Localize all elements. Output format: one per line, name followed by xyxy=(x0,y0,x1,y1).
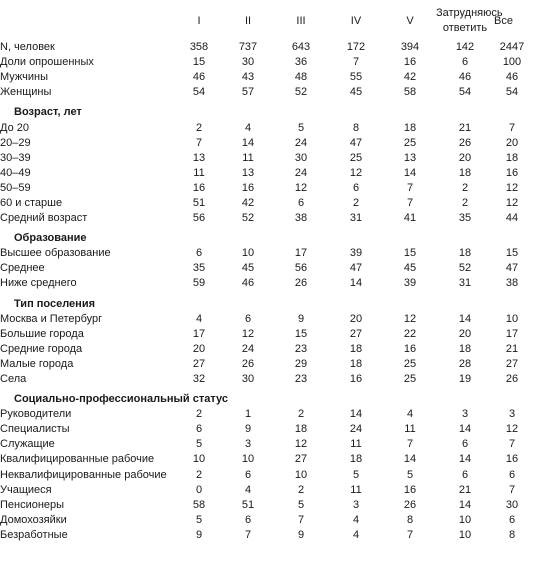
table-cell: 5 xyxy=(297,498,305,511)
section-title: Возраст, лет xyxy=(14,106,82,119)
table-cell: 10 xyxy=(458,513,472,526)
table-row xyxy=(0,357,530,372)
table-cell: 10 xyxy=(294,468,308,481)
table-cell: 6 xyxy=(461,56,469,69)
section-title: Образование xyxy=(14,232,87,245)
table-cell: 9 xyxy=(195,528,203,541)
table-cell: 35 xyxy=(458,212,472,225)
table-cell: 26 xyxy=(403,498,417,511)
table-cell: 142 xyxy=(455,41,475,54)
section-title: Тип поселения xyxy=(14,297,96,310)
table-cell: 3 xyxy=(461,408,469,421)
table-row xyxy=(0,342,530,357)
table-cell: 29 xyxy=(294,357,308,370)
table-cell: 26 xyxy=(505,373,519,386)
table-row xyxy=(0,483,530,498)
table-cell: 56 xyxy=(192,212,206,225)
table-cell: 36 xyxy=(294,56,308,69)
table-cell: 51 xyxy=(241,498,255,511)
table-cell: 11 xyxy=(350,483,362,496)
table-cell: 24 xyxy=(349,423,363,436)
row-label: Большие города xyxy=(0,327,84,340)
table-cell: 11 xyxy=(242,151,254,164)
table-cell: 6 xyxy=(244,312,252,325)
table-cell: 7 xyxy=(406,528,414,541)
table-cell: 35 xyxy=(192,262,206,275)
table-cell: 31 xyxy=(349,212,363,225)
table-cell: 25 xyxy=(349,151,363,164)
table-cell: 18 xyxy=(458,166,472,179)
table-cell: 6 xyxy=(461,438,469,451)
table-row xyxy=(0,498,530,513)
table-cell: 9 xyxy=(244,423,252,436)
table-cell: 30 xyxy=(241,56,255,69)
table-cell: 17 xyxy=(294,247,308,260)
table-cell: 12 xyxy=(403,312,417,325)
table-cell: 12 xyxy=(294,438,308,451)
table-cell: 59 xyxy=(192,277,206,290)
table-row xyxy=(0,327,530,342)
table-cell: 22 xyxy=(403,327,417,340)
table-cell: 12 xyxy=(241,327,255,340)
table-cell: 16 xyxy=(505,166,519,179)
table-cell: 17 xyxy=(505,327,519,340)
table-cell: 6 xyxy=(352,181,360,194)
table-cell: 6 xyxy=(244,468,252,481)
table-cell: 54 xyxy=(192,86,206,99)
table-cell: 56 xyxy=(294,262,308,275)
table-cell: 14 xyxy=(458,453,472,466)
table-cell: 47 xyxy=(349,136,363,149)
table-cell: 14 xyxy=(349,408,363,421)
table-cell: 7 xyxy=(406,181,414,194)
table-cell: 25 xyxy=(403,373,417,386)
table-row xyxy=(0,55,530,70)
row-label: 50–59 xyxy=(0,181,31,194)
table-cell: 46 xyxy=(192,71,206,84)
table-cell: 46 xyxy=(241,277,255,290)
table-cell: 57 xyxy=(241,86,255,99)
table-header-row xyxy=(0,6,530,36)
table-cell: 32 xyxy=(192,373,206,386)
table-cell: 16 xyxy=(241,181,255,194)
table-cell: 18 xyxy=(349,342,363,355)
column-header: III xyxy=(296,14,306,27)
table-cell: 47 xyxy=(349,262,363,275)
table-cell: 643 xyxy=(291,41,311,54)
table-row xyxy=(0,196,530,211)
table-cell: 16 xyxy=(403,56,417,69)
table-cell: 5 xyxy=(195,513,203,526)
table-cell: 11 xyxy=(193,166,205,179)
table-row xyxy=(0,181,530,196)
statistics-table xyxy=(0,6,530,543)
table-cell: 10 xyxy=(192,453,206,466)
table-cell: 51 xyxy=(192,196,206,209)
table-cell: 14 xyxy=(241,136,255,149)
table-cell: 30 xyxy=(505,498,519,511)
table-cell: 18 xyxy=(505,151,519,164)
table-cell: 12 xyxy=(349,166,363,179)
table-cell: 13 xyxy=(192,151,206,164)
table-cell: 7 xyxy=(508,438,516,451)
section-row xyxy=(0,387,530,407)
table-cell: 16 xyxy=(403,483,417,496)
table-cell: 14 xyxy=(403,166,417,179)
table-row xyxy=(0,437,530,452)
table-row xyxy=(0,261,530,276)
table-cell: 39 xyxy=(349,247,363,260)
row-label: Средний возраст xyxy=(0,212,88,225)
table-cell: 20 xyxy=(192,342,206,355)
table-cell: 58 xyxy=(192,498,206,511)
column-header: I xyxy=(197,14,201,27)
table-cell: 8 xyxy=(508,528,516,541)
table-row xyxy=(0,85,530,100)
row-label: Руководители xyxy=(0,408,72,421)
row-label: Мужчины xyxy=(0,71,49,84)
table-cell: 7 xyxy=(244,528,252,541)
table-cell: 7 xyxy=(406,196,414,209)
table-cell: 52 xyxy=(241,212,255,225)
row-label: Домохозяйки xyxy=(0,513,67,526)
table-cell: 10 xyxy=(241,453,255,466)
table-cell: 31 xyxy=(458,277,472,290)
table-cell: 4 xyxy=(244,121,252,134)
row-label: Безработные xyxy=(0,528,68,541)
table-cell: 45 xyxy=(349,86,363,99)
table-cell: 2 xyxy=(461,181,469,194)
table-cell: 4 xyxy=(195,312,203,325)
table-cell: 6 xyxy=(244,513,252,526)
table-cell: 15 xyxy=(403,247,417,260)
table-cell: 7 xyxy=(406,438,414,451)
table-cell: 7 xyxy=(352,56,360,69)
table-cell: 7 xyxy=(508,483,516,496)
table-cell: 30 xyxy=(294,151,308,164)
row-label: Неквалифицированные рабочие xyxy=(0,468,167,481)
table-cell: 26 xyxy=(294,277,308,290)
table-cell: 45 xyxy=(241,262,255,275)
table-cell: 12 xyxy=(505,423,519,436)
table-row xyxy=(0,422,530,437)
table-cell: 14 xyxy=(349,277,363,290)
table-cell: 100 xyxy=(502,56,522,69)
row-label: Высшее образование xyxy=(0,247,111,260)
table-cell: 14 xyxy=(458,498,472,511)
table-row xyxy=(0,120,530,135)
row-label: Доли опрошенных xyxy=(0,56,94,69)
table-cell: 5 xyxy=(195,438,203,451)
table-cell: 25 xyxy=(403,357,417,370)
table-cell: 5 xyxy=(406,468,414,481)
table-cell: 46 xyxy=(458,71,472,84)
table-cell: 21 xyxy=(458,121,472,134)
row-label: Специалисты xyxy=(0,423,70,436)
table-cell: 7 xyxy=(297,513,305,526)
table-cell: 14 xyxy=(403,453,417,466)
table-cell: 358 xyxy=(189,41,209,54)
table-cell: 55 xyxy=(349,71,363,84)
table-row xyxy=(0,528,530,543)
table-cell: 11 xyxy=(350,438,362,451)
row-label: Москва и Петербург xyxy=(0,312,103,325)
table-cell: 18 xyxy=(458,247,472,260)
table-cell: 24 xyxy=(241,342,255,355)
table-cell: 39 xyxy=(403,277,417,290)
table-row xyxy=(0,166,530,181)
table-cell: 6 xyxy=(508,468,516,481)
table-cell: 24 xyxy=(294,136,308,149)
table-row xyxy=(0,70,530,85)
table-cell: 8 xyxy=(352,121,360,134)
table-cell: 54 xyxy=(458,86,472,99)
section-title: Социально-профессиональный статус xyxy=(14,393,228,406)
table-cell: 3 xyxy=(352,498,360,511)
table-cell: 27 xyxy=(192,357,206,370)
table-cell: 18 xyxy=(403,121,417,134)
table-cell: 10 xyxy=(505,312,519,325)
table-cell: 14 xyxy=(458,423,472,436)
table-cell: 15 xyxy=(294,327,308,340)
table-cell: 23 xyxy=(294,373,308,386)
table-row xyxy=(0,312,530,327)
table-cell: 18 xyxy=(294,423,308,436)
table-cell: 47 xyxy=(505,262,519,275)
table-cell: 4 xyxy=(406,408,414,421)
table-cell: 52 xyxy=(294,86,308,99)
table-cell: 28 xyxy=(458,357,472,370)
table-row xyxy=(0,136,530,151)
table-row xyxy=(0,372,530,387)
table-cell: 10 xyxy=(241,247,255,260)
table-cell: 172 xyxy=(346,41,366,54)
section-row xyxy=(0,226,530,246)
table-cell: 41 xyxy=(403,212,417,225)
table-row xyxy=(0,468,530,483)
table-cell: 5 xyxy=(352,468,360,481)
table-cell: 12 xyxy=(505,196,519,209)
table-cell: 10 xyxy=(458,528,472,541)
table-row xyxy=(0,151,530,166)
table-cell: 58 xyxy=(403,86,417,99)
row-label: Квалифицированные рабочие xyxy=(0,453,155,466)
table-cell: 24 xyxy=(294,166,308,179)
table-cell: 9 xyxy=(297,312,305,325)
table-cell: 18 xyxy=(349,357,363,370)
table-cell: 13 xyxy=(241,166,255,179)
table-row xyxy=(0,452,530,467)
table-cell: 48 xyxy=(294,71,308,84)
table-cell: 6 xyxy=(195,423,203,436)
row-label: N, человек xyxy=(0,41,55,54)
table-row xyxy=(0,276,530,291)
table-cell: 26 xyxy=(241,357,255,370)
row-label: Пенсионеры xyxy=(0,498,65,511)
table-cell: 14 xyxy=(458,312,472,325)
table-cell: 27 xyxy=(505,357,519,370)
row-label: 60 и старше xyxy=(0,196,63,209)
table-cell: 737 xyxy=(238,41,258,54)
table-cell: 21 xyxy=(505,342,519,355)
table-cell: 12 xyxy=(294,181,308,194)
table-cell: 27 xyxy=(294,453,308,466)
table-cell: 6 xyxy=(508,513,516,526)
table-cell: 6 xyxy=(461,468,469,481)
table-cell: 2 xyxy=(461,196,469,209)
table-cell: 20 xyxy=(349,312,363,325)
table-cell: 23 xyxy=(294,342,308,355)
column-header: V xyxy=(406,14,414,27)
table-cell: 2 xyxy=(195,468,203,481)
table-cell: 12 xyxy=(505,181,519,194)
table-row xyxy=(0,246,530,261)
section-row xyxy=(0,100,530,120)
header-label-cell xyxy=(0,6,176,36)
table-body xyxy=(0,36,530,543)
row-label: 40–49 xyxy=(0,166,31,179)
table-cell: 16 xyxy=(403,342,417,355)
table-row xyxy=(0,36,530,55)
table-cell: 2 xyxy=(297,483,305,496)
column-header: IV xyxy=(350,14,362,27)
table-cell: 38 xyxy=(505,277,519,290)
table-cell: 17 xyxy=(192,327,206,340)
table-cell: 2 xyxy=(195,121,203,134)
section-row xyxy=(0,292,530,312)
table-cell: 44 xyxy=(505,212,519,225)
column-header: Затрудняюсь ответить xyxy=(436,7,503,34)
table-cell: 15 xyxy=(192,56,206,69)
table-cell: 2 xyxy=(352,196,360,209)
table-cell: 18 xyxy=(349,453,363,466)
table-cell: 46 xyxy=(505,71,519,84)
row-label: Села xyxy=(0,373,27,386)
table-cell: 9 xyxy=(297,528,305,541)
table-cell: 6 xyxy=(195,247,203,260)
row-label: Средние города xyxy=(0,342,83,355)
table-cell: 2 xyxy=(297,408,305,421)
table-cell: 11 xyxy=(404,423,416,436)
table-row xyxy=(0,513,530,528)
table-cell: 0 xyxy=(195,483,203,496)
table-row xyxy=(0,211,530,226)
table-cell: 52 xyxy=(458,262,472,275)
table-cell: 8 xyxy=(406,513,414,526)
table-cell: 5 xyxy=(297,121,305,134)
row-label: Учащиеся xyxy=(0,483,52,496)
table-cell: 16 xyxy=(192,181,206,194)
table-cell: 42 xyxy=(241,196,255,209)
row-label: Малые города xyxy=(0,357,74,370)
table-cell: 25 xyxy=(403,136,417,149)
row-label: Среднее xyxy=(0,262,45,275)
table-cell: 394 xyxy=(400,41,420,54)
table-cell: 18 xyxy=(458,342,472,355)
table-cell: 16 xyxy=(505,453,519,466)
table-cell: 16 xyxy=(349,373,363,386)
table-cell: 1 xyxy=(244,408,252,421)
row-label: Женщины xyxy=(0,86,52,99)
column-header: II xyxy=(244,14,252,27)
column-header: Все xyxy=(494,14,513,27)
row-label: 30–39 xyxy=(0,151,31,164)
table-cell: 19 xyxy=(458,373,472,386)
table-cell: 20 xyxy=(458,327,472,340)
table-cell: 54 xyxy=(505,86,519,99)
table-cell: 7 xyxy=(508,121,516,134)
table-cell: 38 xyxy=(294,212,308,225)
row-label: До 20 xyxy=(0,121,29,134)
table-cell: 43 xyxy=(241,71,255,84)
table-cell: 2 xyxy=(195,408,203,421)
table-cell: 20 xyxy=(458,151,472,164)
table-cell: 21 xyxy=(458,483,472,496)
row-label: 20–29 xyxy=(0,136,31,149)
table-cell: 13 xyxy=(403,151,417,164)
table-cell: 3 xyxy=(508,408,516,421)
table-cell: 6 xyxy=(297,196,305,209)
table-cell: 27 xyxy=(349,327,363,340)
row-label: Ниже среднего xyxy=(0,277,77,290)
row-label: Служащие xyxy=(0,438,55,451)
table-cell: 20 xyxy=(505,136,519,149)
table-cell: 3 xyxy=(244,438,252,451)
table-cell: 42 xyxy=(403,71,417,84)
table-cell: 26 xyxy=(458,136,472,149)
table-cell: 2447 xyxy=(499,41,525,54)
table-cell: 30 xyxy=(241,373,255,386)
table-cell: 15 xyxy=(505,247,519,260)
table-cell: 4 xyxy=(352,528,360,541)
table-cell: 7 xyxy=(195,136,203,149)
table-cell: 4 xyxy=(244,483,252,496)
table-cell: 45 xyxy=(403,262,417,275)
table-cell: 4 xyxy=(352,513,360,526)
table-row xyxy=(0,407,530,422)
